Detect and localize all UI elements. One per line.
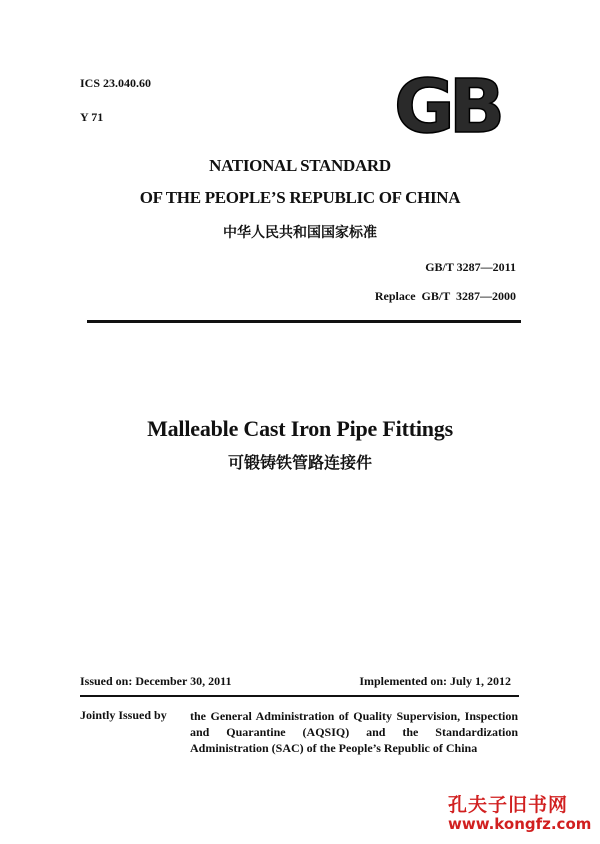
header-divider: [87, 320, 521, 323]
ics-code: ICS 23.040.60: [80, 76, 152, 90]
implemented-date: Implemented on: July 1, 2012: [359, 674, 511, 688]
standard-title-line1: NATIONAL STANDARD: [209, 156, 391, 175]
standard-title-line2: OF THE PEOPLE’S REPUBLIC OF CHINA: [139, 188, 461, 207]
footer-divider: [80, 695, 519, 697]
classification-code: Y 71: [80, 110, 104, 124]
issuer-label: Jointly Issued by: [80, 708, 167, 722]
standard-title-chinese: 中华人民共和国国家标准: [223, 225, 377, 241]
watermark-url: www.kongfz.com: [448, 815, 592, 833]
gb-logo-text: GB: [394, 70, 500, 140]
standard-number: GB/T 3287—2011: [425, 260, 516, 274]
gb-logo: [392, 70, 516, 140]
watermark-chinese: 孔夫子旧书网: [448, 794, 569, 816]
document-title-chinese: 可锻铸铁管路连接件: [227, 453, 372, 472]
replaced-standard: Replace GB/T 3287—2000: [374, 289, 516, 303]
issued-date: Issued on: December 30, 2011: [80, 674, 232, 688]
issuer-text: the General Administration of Quality Supervision, Inspection and Quarantine (AQSIQ) and the Standardization Administration (SAC) of the People’s Republic of China: [190, 709, 518, 755]
document-title: Malleable Cast Iron Pipe Fittings: [147, 416, 453, 441]
